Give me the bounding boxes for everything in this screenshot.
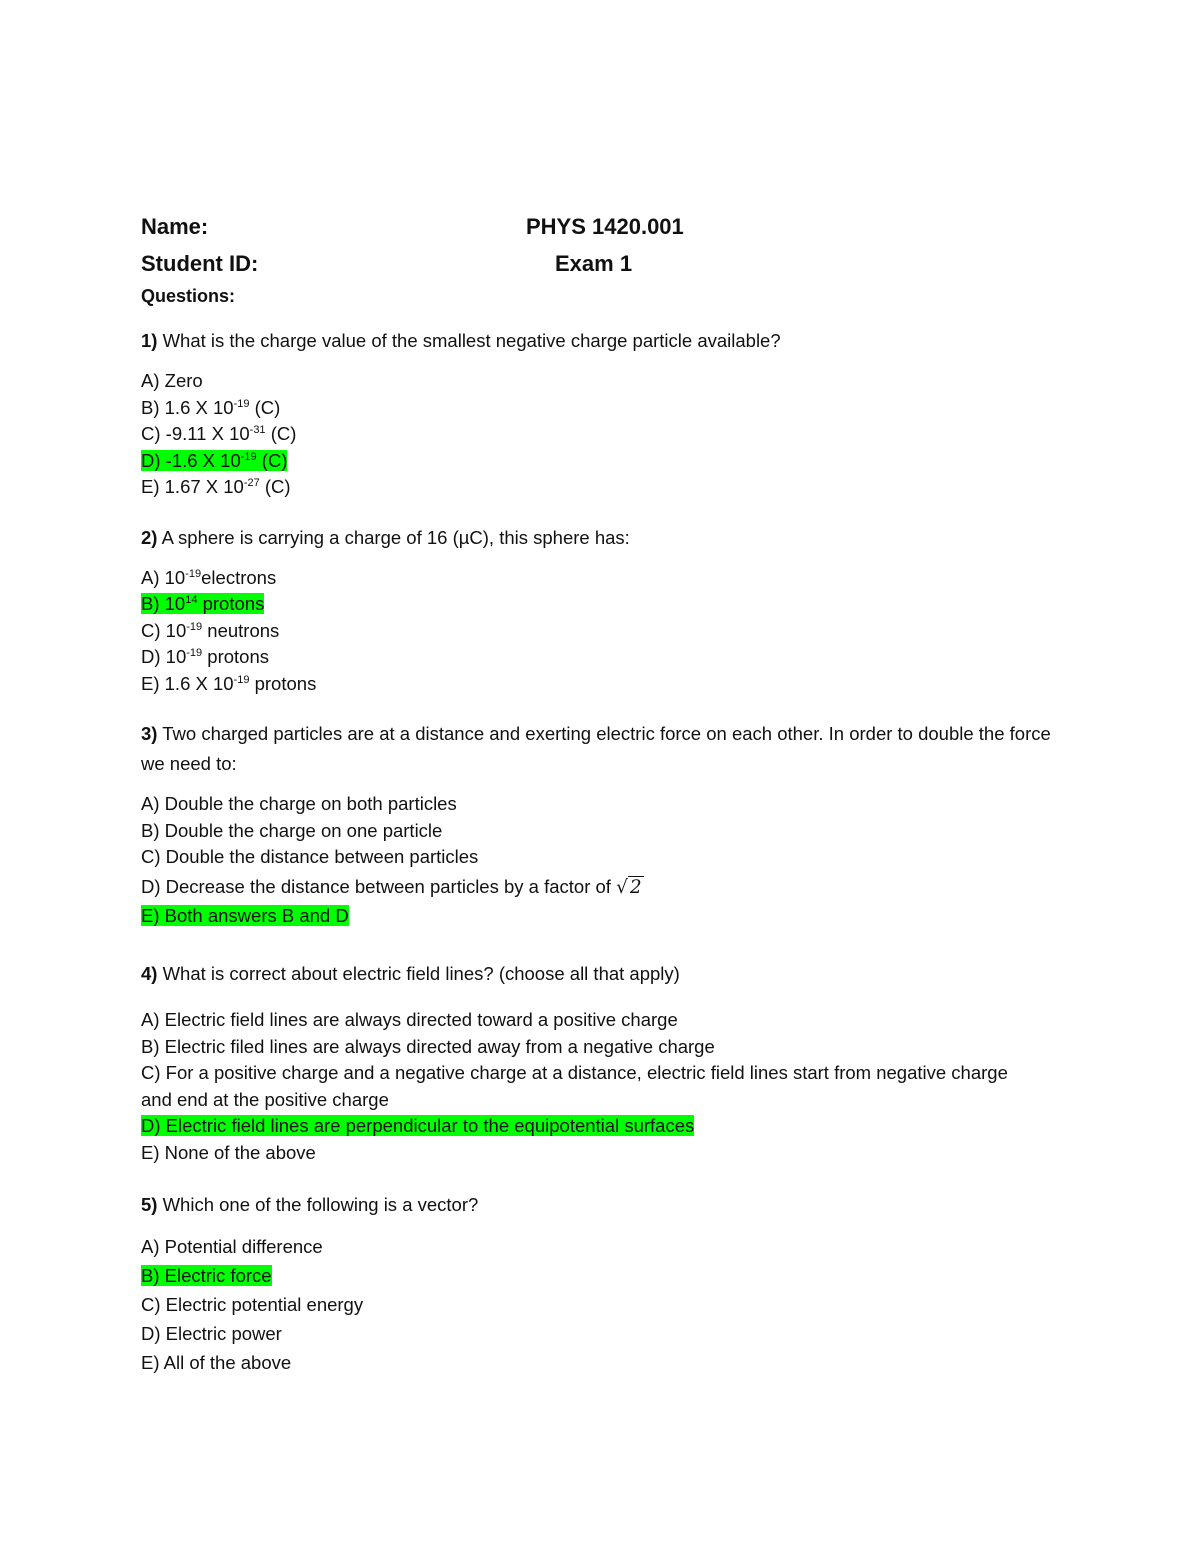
question-2 — [141, 523, 1061, 698]
option-b-correct: B) Electric force — [141, 1265, 272, 1286]
exam-title: Exam 1 — [555, 251, 633, 276]
option-a: A) Double the charge on both particles — [141, 793, 457, 814]
question-text: 2) A sphere is carrying a charge of 16 (µC), this sphere has: — [141, 526, 630, 548]
option-e: E) None of the above — [141, 1141, 316, 1163]
header-row-2 — [141, 245, 1061, 282]
sqrt-symbol: √ 2 — [616, 876, 642, 898]
option-b: B) Double the charge on one particle — [141, 819, 443, 841]
option-a: A) Electric field lines are always directed toward a positive charge — [141, 1009, 678, 1030]
option-b: B) Electric filed lines are always directed away from a negative charge — [141, 1035, 715, 1057]
option-d: D) Decrease the distance between particles by a factor of √ 2 — [141, 871, 1061, 903]
header-row-1 — [141, 208, 1061, 245]
student-id-label: Student ID: — [141, 251, 259, 276]
option-c: C) Electric potential energy — [141, 1294, 364, 1315]
name-label: Name: — [141, 214, 209, 239]
option-a: A) Potential difference — [141, 1236, 323, 1257]
question-text: 4) What is correct about electric field lines? (choose all that apply) — [141, 963, 680, 984]
options-list — [141, 1232, 1061, 1377]
question-3 — [141, 719, 1061, 929]
option-c: C) Double the distance between particles — [141, 846, 479, 867]
option-b-correct: B) $10^{14}$ protons — [141, 593, 265, 614]
option-d: D) $10^{-19}$ protons — [141, 646, 270, 667]
option-d-correct: D) -1.6 X $10^{-19}$ (C) — [141, 449, 288, 471]
question-5 — [141, 1190, 1061, 1377]
option-e-correct: E) Both answers B and D — [141, 904, 349, 926]
option-a: A) Zero — [141, 370, 203, 391]
option-c: C) For a positive charge and a negative charge at a distance, electric field lines start from negative charge and end at the positive charge — [141, 1062, 1008, 1110]
option-d: D) Electric power — [141, 1323, 282, 1344]
option-a: A) $10^{-19}electrons$ — [141, 566, 277, 588]
question-text: 1) What is the charge value of the smallest negative charge particle available? — [141, 330, 781, 351]
option-c: C) $10^{-19}$ neutrons — [141, 619, 280, 641]
question-text: 5) Which one of the following is a vector? — [141, 1194, 479, 1215]
questions-label: Questions: — [141, 286, 236, 306]
question-4 — [141, 959, 1061, 1166]
option-e: E) 1.67 X $10^{-27}$ (C) — [141, 476, 291, 497]
options-list — [141, 1007, 1061, 1166]
option-e: E) 1.6 X $10^{-19}$ protons — [141, 672, 317, 694]
options-list — [141, 791, 1061, 929]
option-d-correct: D) Electric field lines are perpendicular to the equipotential surfaces — [141, 1115, 695, 1136]
options-list — [141, 368, 1061, 501]
option-e: E) All of the above — [141, 1352, 292, 1373]
exam-page — [141, 208, 1061, 1377]
question-1 — [141, 326, 1061, 501]
option-c: C) -9.11 X $10^{-31}$ (C) — [141, 423, 297, 444]
question-text: 3) Two charged particles are at a distance and exerting electric force on each other. In order to double the force we need to: — [141, 723, 1051, 774]
course-code: PHYS 1420.001 — [526, 214, 684, 239]
options-list — [141, 565, 1061, 698]
option-b: B) 1.6 X $10^{-19}$ (C) — [141, 396, 281, 418]
